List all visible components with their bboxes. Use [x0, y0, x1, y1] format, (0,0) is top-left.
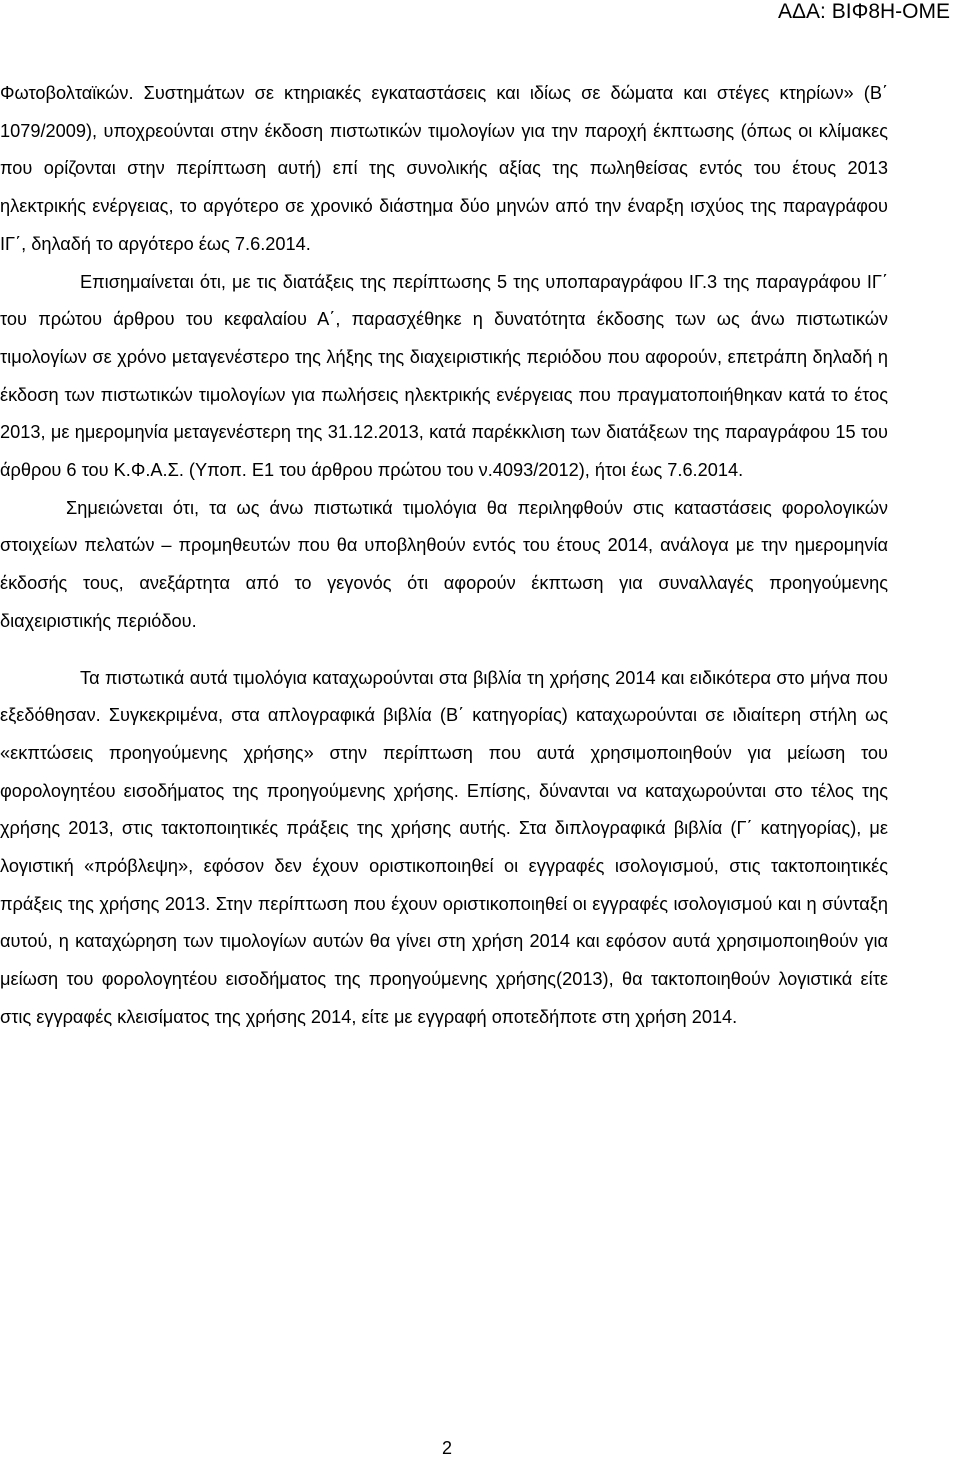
- paragraph-credit-invoices: Φωτοβολταϊκών. Συστημάτων σε κτηριακές εγκαταστάσεις και ιδίως σε δώματα και στέγες κτηρίων» (Β΄ 1079/2009), υποχρεούνται στην έκδοση πιστωτικών τιμολογίων για την παροχή έκπτωσης (όπως οι κλίμακες που ορίζονται στην περίπτωση αυτή) επί της συνολικής αξίας της πωληθείσας εντός του έτους 2013 ηλεκτρικής ενέργειας, το αργότερο σε χρονικό διάστημα δύο μηνών από την έναρξη ισχύος της παραγράφου ΙΓ΄, δηλαδή το αργότερο έως 7.6.2014.: [0, 83, 888, 254]
- paragraph-tax-statements: Σημειώνεται ότι, τα ως άνω πιστωτικά τιμολόγια θα περιληφθούν στις καταστάσεις φορολογικών στοιχείων πελατών – προμηθευτών που θα υποβληθούν εντός του έτους 2014, ανάλογα με την ημερομηνία έκδοσής τους, ανεξάρτητα από το γεγονός ότι αφορούν έκπτωση για συναλλαγές προηγούμενης διαχειριστικής περιόδου.: [0, 497, 888, 631]
- paragraph-accounting-entries: Τα πιστωτικά αυτά τιμολόγια καταχωρούνται στα βιβλία τη χρήσης 2014 και ειδικότερα στο μήνα που εξεδόθησαν. Συγκεκριμένα, στα απλογραφικά βιβλία (Β΄ κατηγορίας) καταχωρούνται σε ιδιαίτερη στήλη ως «εκπτώσεις προηγούμενης χρήσης» στην περίπτωση που αυτά χρησιμοποιηθούν για μείωση του φορολογητέου εισοδήματος της προηγούμενης χρήσης. Επίσης, δύνανται να καταχωρούνται στο τέλος της χρήσης 2013, στις τακτοποιητικές πράξεις της χρήσης αυτής. Στα διπλογραφικά βιβλία (Γ΄ κατηγορίας), με λογιστική «πρόβλεψη», εφόσον δεν έχουν οριστικοποιηθεί οι εγγραφές ισολογισμού, στις τακτοποιητικές πράξεις της χρήσης 2013. Στην περίπτωση που έχουν οριστικοποιηθεί οι εγγραφές ισολογισμού και η σύνταξη αυτού, η καταχώρηση των τιμολογίων αυτών θα γίνει στη χρήση 2014 και εφόσον αυτά χρησιμοποιηθούν για μείωση του φορολογητέου εισοδήματος της προηγούμενης χρήσης(2013), θα τακτοποιηθούν λογιστικά είτε στις εγγραφές κλεισίματος της χρήσης 2014, είτε με εγγραφή οποτεδήποτε στη χρήση 2014.: [0, 667, 888, 1027]
- ada-code: ΑΔΑ: ΒΙΦ8Η-ΟΜΕ: [778, 0, 950, 23]
- document-body: [0, 75, 888, 1037]
- page-number: 2: [441, 1438, 452, 1458]
- paragraph-issuance-deadline: Επισημαίνεται ότι, με τις διατάξεις της περίπτωσης 5 της υποπαραγράφου ΙΓ.3 της παραγράφου ΙΓ΄ του πρώτου άρθρου του κεφαλαίου Α΄, παρασχέθηκε η δυνατότητα έκδοσης των ως άνω πιστωτικών τιμολογίων σε χρόνο μεταγενέστερο της λήξης της διαχειριστικής περιόδου που αφορούν, επετράπη δηλαδή η έκδοση των πιστωτικών τιμολογίων για πωλήσεις ηλεκτρικής ενέργειας που πραγματοποιήθηκαν κατά το έτος 2013, με ημερομηνία μεταγενέστερη της 31.12.2013, κατά παρέκκλιση των διατάξεων της παραγράφου 15 του άρθρου 6 του Κ.Φ.Α.Σ. (Υποπ. Ε1 του άρθρου πρώτου του ν.4093/2012), ήτοι έως 7.6.2014.: [0, 271, 888, 481]
